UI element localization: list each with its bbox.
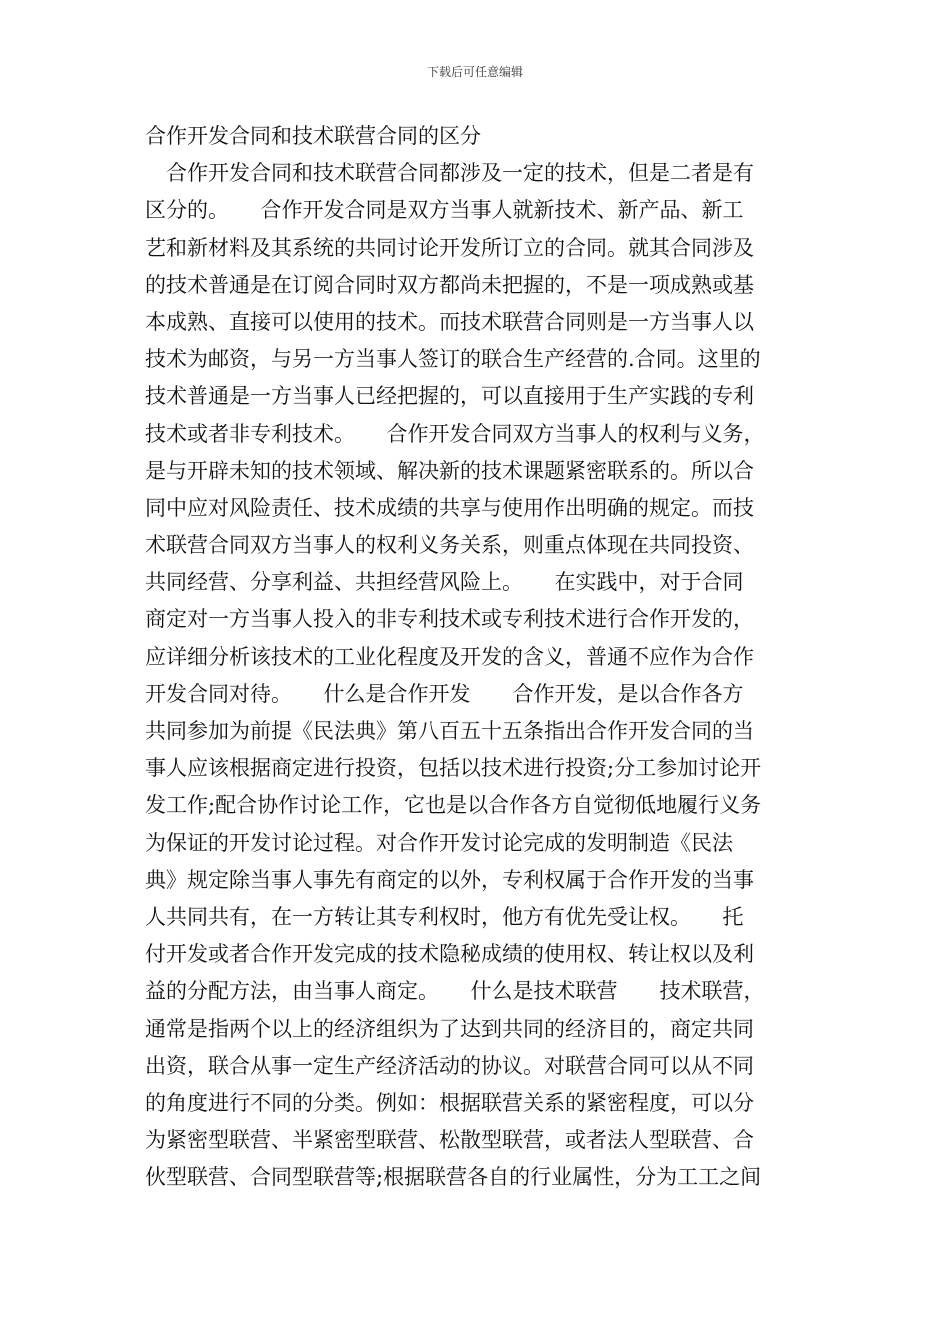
text-line: 发工作;配合协作讨论工作，它也是以合作各方自觉彻低地履行义务 (145, 793, 762, 818)
text-line: 益的分配方法，由当事人商定。 什么是技术联营 技术联营， (145, 979, 765, 1004)
text-line: 同中应对风险责任、技术成绩的共享与使用作出明确的规定。而技 (145, 495, 754, 520)
text-line: 的技术普通是在订阅合同时双方都尚未把握的，不是一项成熟或基 (145, 272, 754, 297)
text-line: 技术为邮资，与另一方当事人签订的联合生产经营的.合同。这里的 (145, 347, 761, 372)
text-line: 应详细分析该技术的工业化程度及开发的含义，普通不应作为合作 (145, 644, 754, 669)
text-line: 本成熟、直接可以使用的技术。而技术联营合同则是一方当事人以 (145, 309, 754, 334)
text-line: 伙型联营、合同型联营等;根据联营各自的行业属性，分为工工之间 (145, 1165, 762, 1190)
text-line: 商定对一方当事人投入的非专利技术或专利技术进行合作开发的， (145, 607, 754, 632)
text-line: 技术或者非专利技术。 合作开发合同双方当事人的权利与义务， (145, 421, 765, 446)
text-line: 共同参加为前提《民法典》第八百五十五条指出合作开发合同的当 (145, 719, 754, 743)
text-line: 付开发或者合作开发完成的技术隐秘成绩的使用权、转让权以及利 (145, 942, 754, 967)
text-line: 开发合同对待。 什么是合作开发 合作开发，是以合作各方 (145, 681, 744, 706)
text-line: 通常是指两个以上的经济组织为了达到共同的经济目的，商定共同 (145, 1016, 754, 1041)
text-line: 术联营合同双方当事人的权利义务关系，则重点体现在共同投资、 (145, 533, 754, 558)
text-line: 人共同共有，在一方转让其专利权时，他方有优先受让权。 托 (145, 904, 744, 929)
document-body (145, 118, 810, 1196)
text-line: 艺和新材料及其系统的共同讨论开发所订立的合同。就其合同涉及 (145, 235, 754, 260)
text-line: 技术普通是一方当事人已经把握的，可以直接用于生产实践的专利 (145, 384, 754, 409)
text-line: 共同经营、分享利益、共担经营风险上。 在实践中，对于合同 (145, 570, 744, 595)
text-line: 出资，联合从事一定生产经济活动的协议。对联营合同可以从不同 (145, 1053, 754, 1078)
text-line: 区分的。 合作开发合同是双方当事人就新技术、新产品、新工 (145, 198, 744, 223)
text-line: 为紧密型联营、半紧密型联营、松散型联营，或者法人型联营、合 (145, 1128, 754, 1153)
text-line: 典》规定除当事人事先有商定的以外，专利权属于合作开发的当事 (145, 867, 754, 892)
text-line: 合作开发合同和技术联营合同都涉及一定的技术，但是二者是有 (145, 161, 754, 186)
text-line: 事人应该根据商定进行投资，包括以技术进行投资;分工参加讨论开 (145, 756, 762, 781)
text-line: 为保证的开发讨论过程。对合作开发讨论完成的发明制造《民法 (145, 830, 733, 855)
text-line: 是与开辟未知的技术领域、解决新的技术课题紧密联系的。所以合 (145, 458, 754, 483)
page-header-note: 下载后可任意编辑 (426, 65, 523, 79)
document-text (145, 155, 810, 1196)
text-line: 的角度进行不同的分类。例如：根据联营关系的紧密程度，可以分 (145, 1090, 754, 1115)
document-title: 合作开发合同和技术联营合同的区分 (145, 124, 481, 148)
